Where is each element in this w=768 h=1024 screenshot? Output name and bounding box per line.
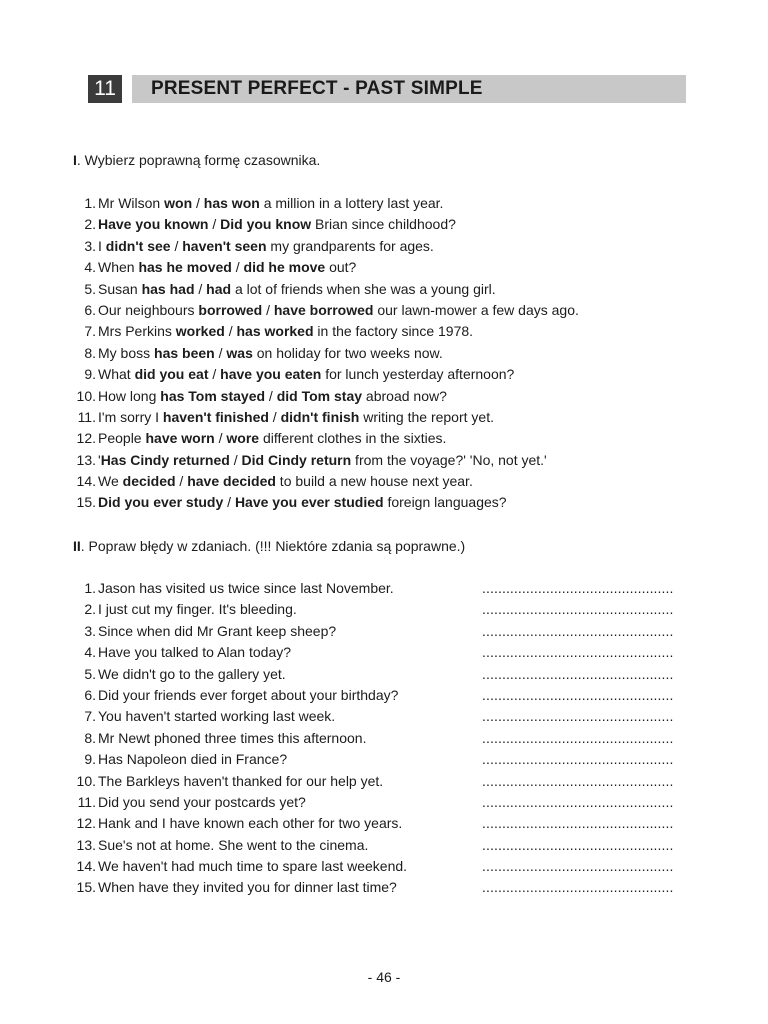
exercise-2-item	[70, 877, 690, 898]
exercise-2-item	[70, 685, 690, 706]
item-sentence: We haven't had much time to spare last weekend.	[98, 858, 408, 875]
option-separator: /	[262, 301, 274, 318]
exercise-2-item	[70, 728, 690, 749]
item-number: 12.	[76, 815, 96, 832]
answer-line[interactable]: ................................................	[482, 879, 674, 896]
sentence-end: Brian since childhood?	[311, 216, 456, 233]
option-two[interactable]: Have you ever studied	[234, 494, 384, 511]
answer-line[interactable]: ................................................	[482, 601, 674, 618]
page-number: - 46 -	[367, 969, 401, 985]
item-number: 6.	[84, 686, 96, 703]
option-one[interactable]: has he moved	[138, 259, 232, 276]
item-number: 2.	[84, 601, 96, 618]
exercise-1-item	[70, 364, 690, 385]
item-sentence	[98, 430, 446, 446]
option-separator: /	[170, 237, 183, 254]
exercise-2-instruction	[73, 537, 465, 555]
option-two[interactable]: didn't finish	[280, 408, 360, 425]
title-bar	[132, 75, 686, 103]
item-number: 13.	[76, 836, 96, 853]
sentence-end: to build a new house next year.	[275, 473, 473, 490]
option-two[interactable]: Did Cindy return	[241, 451, 352, 468]
item-sentence	[98, 409, 494, 425]
sentence-start: Mr Wilson	[98, 195, 165, 211]
sentence-start: I'm sorry I	[98, 408, 163, 425]
item-sentence: When have they invited you for dinner last time?	[98, 879, 397, 896]
exercise-1-item	[70, 428, 690, 449]
item-number: 1.	[84, 580, 96, 596]
exercise-1-item	[70, 450, 690, 471]
sentence-start: Susan	[98, 280, 142, 297]
exercise-1-item	[70, 300, 690, 321]
option-separator: /	[224, 323, 237, 340]
item-number: 11.	[77, 408, 96, 425]
sentence-end: a lot of friends when she was a young girl.	[231, 280, 496, 297]
sentence-end: in the factory since 1978.	[313, 323, 474, 340]
sentence-end: different clothes in the sixties.	[259, 430, 447, 447]
option-one[interactable]: has been	[154, 344, 215, 361]
page-title: PRESENT PERFECT - PAST SIMPLE	[151, 78, 483, 99]
option-two[interactable]: have you eaten	[220, 366, 322, 383]
option-one[interactable]: has had	[141, 280, 195, 297]
exercise-2-item	[70, 835, 690, 856]
exercise-1-item	[70, 321, 690, 342]
item-number: 11.	[77, 793, 96, 810]
item-sentence: Did you send your postcards yet?	[98, 793, 306, 810]
exercise-1-item	[70, 386, 690, 407]
item-number: 7.	[84, 323, 96, 340]
option-two[interactable]: did he move	[243, 259, 326, 276]
item-number: 5.	[84, 280, 96, 297]
option-separator: /	[194, 280, 207, 297]
sentence-end: for lunch yesterday afternoon?	[321, 366, 515, 383]
item-number: 6.	[84, 301, 96, 318]
answer-line[interactable]: ................................................	[482, 793, 674, 810]
option-separator: /	[229, 451, 242, 468]
item-sentence	[98, 345, 443, 361]
exercise-1-item	[70, 236, 690, 257]
option-two[interactable]: has won	[203, 195, 260, 211]
sentence-start: We	[98, 473, 123, 490]
exercise-1-item	[70, 257, 690, 278]
sentence-start: I	[98, 237, 106, 254]
item-number: 7.	[84, 708, 96, 725]
sentence-end: foreign languages?	[383, 494, 507, 511]
answer-line[interactable]: ................................................	[482, 622, 674, 639]
exercise-2-item	[70, 621, 690, 642]
exercise-1-item	[70, 492, 690, 513]
sentence-end: from the voyage?' 'No, not yet.'	[351, 451, 547, 468]
answer-line[interactable]: ................................................	[482, 708, 674, 725]
exercise-1-item	[70, 214, 690, 235]
item-number: 15.	[76, 494, 96, 511]
option-one[interactable]: borrowed	[198, 301, 263, 318]
option-two[interactable]: have borrowed	[273, 301, 374, 318]
item-sentence: Since when did Mr Grant keep sheep?	[98, 622, 337, 639]
option-separator: /	[268, 408, 281, 425]
sentence-end: on holiday for two weeks now.	[252, 344, 443, 361]
answer-line[interactable]: ................................................	[482, 836, 674, 853]
exercise-2-item	[70, 578, 690, 599]
sentence-end: our lawn-mower a few days ago.	[373, 301, 579, 318]
sentence-start: Our neighbours	[98, 301, 199, 318]
item-sentence	[98, 238, 434, 254]
exercise-1-item	[70, 193, 690, 214]
option-separator: /	[175, 473, 188, 490]
option-two[interactable]: Did you know	[220, 216, 312, 233]
option-one[interactable]: didn't see	[105, 237, 171, 254]
item-sentence: Sue's not at home. She went to the cinema.	[98, 836, 369, 853]
option-separator: /	[208, 366, 221, 383]
option-separator: /	[231, 259, 244, 276]
option-separator: /	[192, 195, 204, 211]
item-number: 14.	[76, 473, 96, 490]
exercise-2-item	[70, 706, 690, 727]
exercise-1-instruction-text: . Wybierz poprawną formę czasownika.	[76, 152, 321, 168]
option-separator: /	[214, 344, 227, 361]
exercise-2-item	[70, 856, 690, 877]
option-separator: /	[214, 430, 227, 447]
item-number: 3.	[84, 622, 96, 639]
exercise-2-item	[70, 749, 690, 770]
answer-line[interactable]: ................................................	[482, 751, 674, 768]
option-two[interactable]: haven't seen	[182, 237, 267, 254]
sentence-start: People	[98, 430, 146, 447]
exercise-1-item	[70, 279, 690, 300]
exercise-2-item	[70, 664, 690, 685]
sentence-start: How long	[98, 387, 161, 404]
item-sentence: Hank and I have known each other for two years.	[98, 815, 403, 832]
item-number: 14.	[76, 858, 96, 875]
item-number: 8.	[84, 729, 96, 746]
item-number: 13.	[76, 451, 96, 468]
option-one[interactable]: haven't finished	[162, 408, 269, 425]
sentence-start: What	[98, 366, 135, 383]
exercise-1-item	[70, 407, 690, 428]
option-separator: /	[265, 387, 277, 404]
item-sentence: We didn't go to the gallery yet.	[98, 665, 286, 682]
unit-header	[88, 75, 686, 103]
sentence-end: my grandparents for ages.	[266, 237, 434, 254]
item-sentence	[98, 281, 496, 297]
option-two[interactable]: wore	[226, 430, 260, 447]
sentence-end: abroad now?	[362, 387, 447, 404]
item-number: 5.	[84, 665, 96, 682]
exercise-2-item	[70, 599, 690, 620]
option-two[interactable]: did Tom stay	[276, 387, 363, 404]
exercise-2-item	[70, 642, 690, 663]
item-sentence	[98, 323, 473, 339]
option-one[interactable]: did you eat	[134, 366, 209, 383]
answer-line[interactable]: ................................................	[482, 665, 674, 682]
exercise-1-list	[70, 193, 690, 514]
item-number: 12.	[76, 430, 96, 447]
option-separator: /	[208, 216, 221, 233]
item-sentence	[98, 452, 547, 468]
option-one[interactable]: have worn	[145, 430, 215, 447]
item-sentence	[98, 473, 473, 489]
item-sentence	[98, 195, 443, 211]
item-sentence: Mr Newt phoned three times this afternoon.	[98, 729, 367, 746]
item-number: 9.	[84, 751, 96, 768]
item-sentence: Have you talked to Alan today?	[98, 644, 292, 661]
option-one[interactable]: Have you known	[98, 216, 209, 233]
exercise-2-instruction-text: . Popraw błędy w zdaniach. (!!! Niektóre zdania są poprawne.)	[80, 538, 466, 554]
item-sentence	[98, 259, 356, 275]
exercise-1-instruction	[73, 151, 320, 169]
item-sentence	[98, 366, 514, 382]
sentence-start: Mrs Perkins	[98, 323, 176, 340]
answer-line[interactable]: ................................................	[482, 729, 674, 746]
answer-line[interactable]: ................................................	[482, 686, 674, 703]
option-separator: /	[223, 494, 235, 511]
exercise-2-item	[70, 813, 690, 834]
option-two[interactable]: have decided	[187, 473, 276, 490]
item-number: 3.	[84, 237, 96, 254]
exercise-2-item	[70, 792, 690, 813]
option-one[interactable]: worked	[175, 323, 225, 340]
answer-line[interactable]: ................................................	[482, 644, 674, 661]
exercise-2-list	[70, 578, 690, 899]
answer-line[interactable]: ................................................	[482, 815, 674, 832]
option-one[interactable]: Has Cindy returned	[100, 451, 230, 468]
exercise-1-item	[70, 343, 690, 364]
item-sentence	[98, 494, 507, 510]
exercise-2-item	[70, 771, 690, 792]
option-one[interactable]: decided	[122, 473, 176, 490]
item-number: 9.	[84, 366, 96, 383]
item-number: 15.	[76, 879, 96, 896]
item-sentence	[98, 302, 579, 318]
item-number: 10.	[76, 772, 96, 789]
sentence-end: writing the report yet.	[359, 408, 494, 425]
answer-line[interactable]: ................................................	[482, 772, 674, 789]
item-number: 1.	[84, 195, 96, 211]
option-two[interactable]: was	[226, 344, 253, 361]
item-number: 10.	[76, 387, 96, 404]
item-sentence: Jason has visited us twice since last November.	[98, 580, 394, 596]
exercise-1-item	[70, 471, 690, 492]
sentence-start: My boss	[98, 344, 155, 361]
exercise-2-roman: II	[73, 538, 81, 554]
item-number: 4.	[84, 259, 96, 276]
option-two[interactable]: had	[206, 280, 232, 297]
option-one[interactable]: Did you ever study	[98, 494, 224, 511]
item-sentence: Did your friends ever forget about your birthday?	[98, 686, 399, 703]
answer-line[interactable]: ................................................	[482, 858, 674, 875]
sentence-start: '	[98, 451, 101, 468]
option-two[interactable]: has worked	[236, 323, 314, 340]
sentence-start: When	[98, 259, 139, 276]
option-one[interactable]: has Tom stayed	[160, 387, 266, 404]
item-number: 4.	[84, 644, 96, 661]
item-number: 2.	[84, 216, 96, 233]
sentence-end: out?	[325, 259, 357, 276]
option-one[interactable]: won	[164, 195, 193, 211]
item-sentence	[98, 388, 447, 404]
unit-number-badge: 11	[88, 75, 122, 103]
item-sentence: Has Napoleon died in France?	[98, 751, 288, 768]
item-number: 8.	[84, 344, 96, 361]
exercise-1-roman: I	[73, 152, 77, 168]
item-sentence: The Barkleys haven't thanked for our help yet.	[98, 772, 384, 789]
item-sentence: You haven't started working last week.	[98, 708, 336, 725]
answer-line[interactable]: ................................................	[482, 580, 674, 596]
item-sentence	[98, 216, 456, 232]
item-sentence: I just cut my finger. It's bleeding.	[98, 601, 297, 618]
sentence-end: a million in a lottery last year.	[259, 195, 444, 211]
